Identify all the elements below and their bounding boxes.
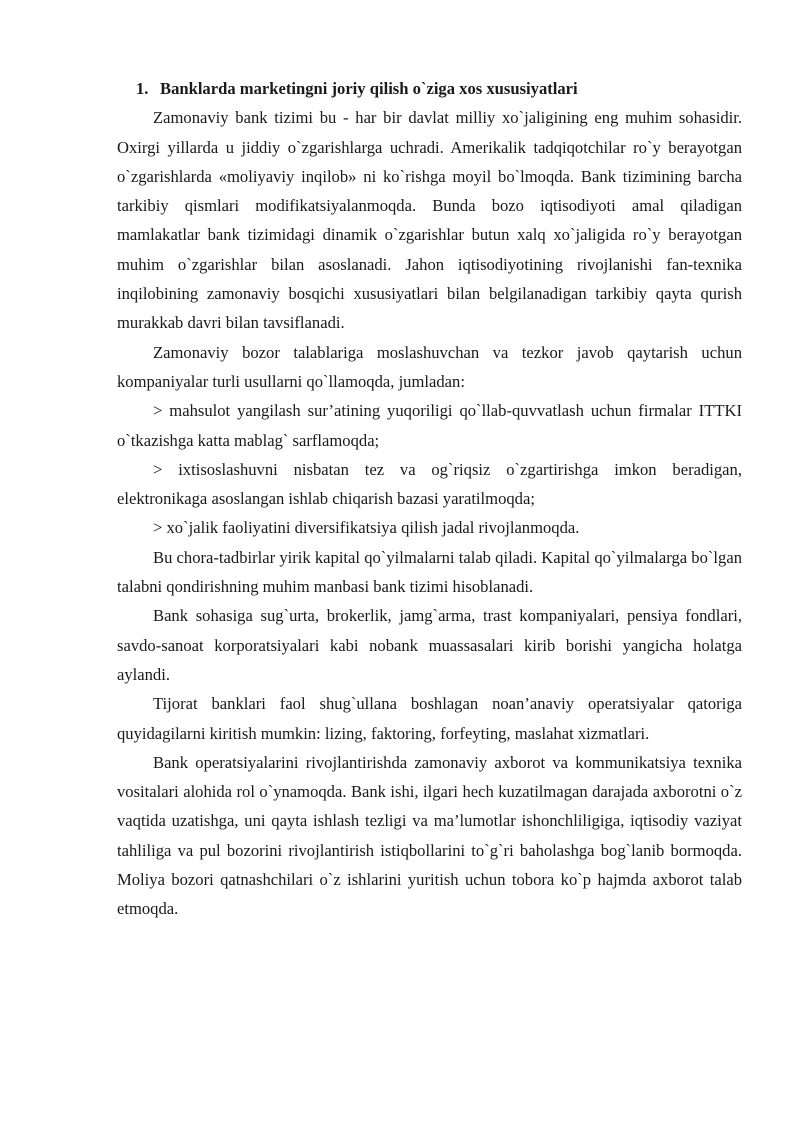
list-item-product-renewal: > mahsulot yangilash sur’atining yuqoriligi qo`llab-quvvatlash uchun firmalar ITTKI o`tkazishga katta mablag` sarflamoqda; — [117, 401, 742, 450]
paragraph-market-requirements: Zamonaviy bozor talablariga moslashuvchan va tezkor javob qaytarish uchun kompaniyalar turli usullarni qo`llamoqda, jumladan: — [117, 342, 742, 391]
paragraph-nontraditional-operations: Tijorat banklari faol shug`ullana boshlagan noan’anaviy operatsiyalar qatoriga quyidagilarni kiritish mumkin: lizing, faktoring, forfeyting, maslahat xizmatlari. — [117, 694, 742, 743]
paragraph-bank-system: Zamonaviy bank tizimi bu - har bir davlat milliy xo`jaligining eng muhim sohasidir. Oxirgi yillarda u jiddiy o`zgarishlarga uchradi. Amerikalik tadqiqotchilar ro`y berayotgan o`zgarishlarda «moliyaviy inqilob» ni ko`rishga moyil bo`lmoqda. Bank tizimining barcha tarkibiy qismlari modifikatsiyalanmoqda. Bunda bozo iqtisodiyoti amal qiladigan mamlakatlar bank tizimidagi dinamik o`zgarishlar butun xalq xo`jaligida ro`y berayotgan muhim o`zgarishlar bilan asoslanadi. Jahon iqtisodiyotining rivojlanishi fan-texnika inqilobining zamonaviy bosqichi xususiyatlari bilan belgilanadigan tarkibiy qayta qurish murakkab davri bilan tavsiflanadi. — [117, 108, 742, 333]
paragraph-capital-investment: Bu chora-tadbirlar yirik kapital qo`yilmalarni talab qiladi. Kapital qo`yilmalarga bo`lgan talabni qondirishning muhim manbasi bank tizimi hisoblanadi. — [117, 547, 742, 597]
paragraph-nonbank-institutions: Bank sohasiga sug`urta, brokerlik, jamg`arma, trast kompaniyalari, pensiya fondlari, savdo-sanoat korporatsiyalari kabi nobank muassasalari kirib borishi yangicha holatga aylandi. — [117, 606, 742, 684]
section-heading — [117, 74, 742, 103]
list-item-diversification: > xo`jalik faoliyatini diversifikatsiya qilish jadal rivojlanmoqda. — [153, 518, 580, 538]
section-number: 1. — [136, 79, 149, 98]
document-body — [117, 74, 742, 924]
list-item-specialization: > ixtisoslashuvni nisbatan tez va og`riqsiz o`zgartirishga imkon beradigan, elektronikaga asoslangan ishlab chiqarish bazasi yaratilmoqda; — [117, 459, 742, 509]
paragraph-information-technology: Bank operatsiyalarini rivojlantirishda zamonaviy axborot va kommunikatsiya texnika vositalari alohida rol o`ynamoqda. Bank ishi, ilgari hech kuzatilmagan darajada axborotni o`z vaqtida uzatishga, uni qayta ishlash tezligi va ma’lumotlar ishonchliligiga, iqtisodiy vaziyat tahliliga va pul bozorini rivojlantirish istiqbollarini to`g`ri baholashga bog`lanib bormoqda. Moliya bozori qatnashchilari o`z ishlarini yuritish uchun tobora ko`p hajmda axborot talab etmoqda. — [117, 752, 742, 919]
section-title: Banklarda marketingni joriy qilish o`ziga xos xususiyatlari — [160, 79, 578, 98]
